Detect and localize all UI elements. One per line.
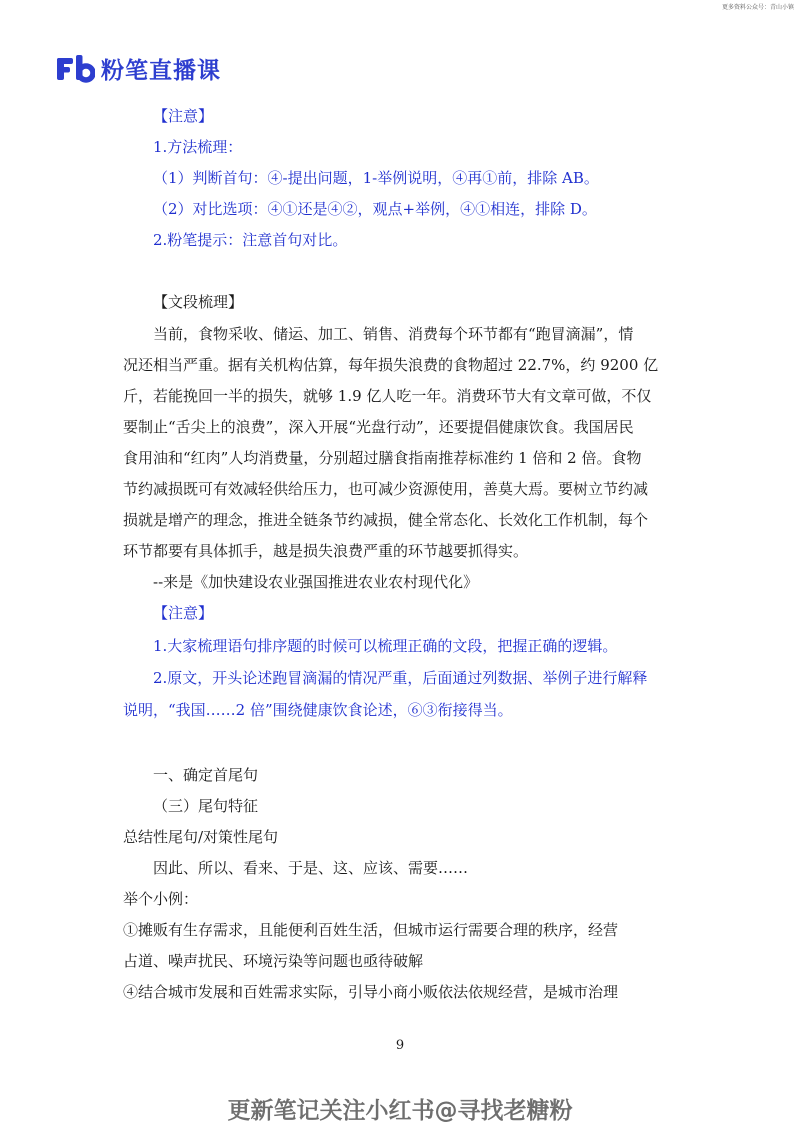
- section-line: 总结性尾句/对策性尾句: [123, 828, 279, 846]
- section-line: 占道、噪声扰民、环境污染等问题也亟待破解: [123, 952, 424, 970]
- notice-line: 2.粉笔提示：注意首句对比。: [153, 231, 348, 249]
- passage-line: 况还相当严重。据有关机构估算，每年损失浪费的食物超过 22.7%，约 9200 亿: [123, 356, 659, 374]
- section-title: 一、确定首尾句: [153, 766, 259, 784]
- notice-line: 1.大家梳理语句排序题的时候可以梳理正确的文段，把握正确的逻辑。: [153, 637, 618, 655]
- footer-watermark: 更新笔记关注小红书@寻找老糖粉: [227, 1098, 573, 1124]
- header-note: 更多资料公众号：青山小镇: [721, 4, 794, 11]
- passage-line: 斤，若能挽回一半的损失，就够 1.9 亿人吃一年。消费环节大有文章可做，不仅: [123, 387, 652, 405]
- fb-logo-icon: [57, 55, 95, 83]
- notice-line: （2）对比选项：④①还是④②，观点+举例，④①相连，排除 D。: [153, 200, 597, 218]
- passage-line: 损就是增产的理念，推进全链条节约减损，健全常态化、长效化工作机制，每个: [123, 511, 649, 529]
- passage-line: 节约减损既可有效减轻供给压力，也可减少资源使用，善莫大焉。要树立节约减: [123, 480, 649, 498]
- passage-source: --来是《加快建设农业强国推进农业农村现代化》: [153, 573, 479, 591]
- passage-heading: 【文段梳理】: [153, 293, 244, 311]
- brand-name: 粉笔直播课: [101, 58, 221, 84]
- passage-line: 环节都要有具体抓手，越是损失浪费严重的环节越要抓得实。: [123, 542, 529, 560]
- section-subtitle: （三）尾句特征: [153, 797, 259, 815]
- passage-line: 要制止“舌尖上的浪费”，深入开展“光盘行动”，还要提倡健康饮食。我国居民: [123, 418, 634, 436]
- section-line: ①摊贩有生存需求，且能便利百姓生活，但城市运行需要合理的秩序，经营: [123, 921, 619, 939]
- notice-line: 说明，“我国……2 倍”围绕健康饮食论述，⑥③衔接得当。: [123, 701, 513, 719]
- notice-line: 1.方法梳理：: [153, 138, 243, 156]
- page-number: 9: [395, 1038, 405, 1053]
- passage-line: 食用油和“红肉”人均消费量，分别超过膳食指南推荐标准约 1 倍和 2 倍。食物: [123, 449, 642, 467]
- notice-heading: 【注意】: [153, 604, 214, 622]
- notice-heading: 【注意】: [153, 107, 214, 125]
- notice-line: 2.原文，开头论述跑冒滴漏的情况严重，后面通过列数据、举例子进行解释: [153, 669, 648, 687]
- notice-line: （1）判断首句：④-提出问题，1-举例说明，④再①前，排除 AB。: [153, 169, 599, 187]
- brand-logo: [57, 52, 221, 85]
- section-line: 因此、所以、看来、于是、这、应该、需要……: [153, 859, 469, 877]
- passage-line: 当前，食物采收、储运、加工、销售、消费每个环节都有“跑冒滴漏”，情: [153, 325, 634, 343]
- section-line: 举个小例：: [123, 890, 199, 908]
- section-line: ④结合城市发展和百姓需求实际，引导小商小贩依法依规经营，是城市治理: [123, 983, 619, 1001]
